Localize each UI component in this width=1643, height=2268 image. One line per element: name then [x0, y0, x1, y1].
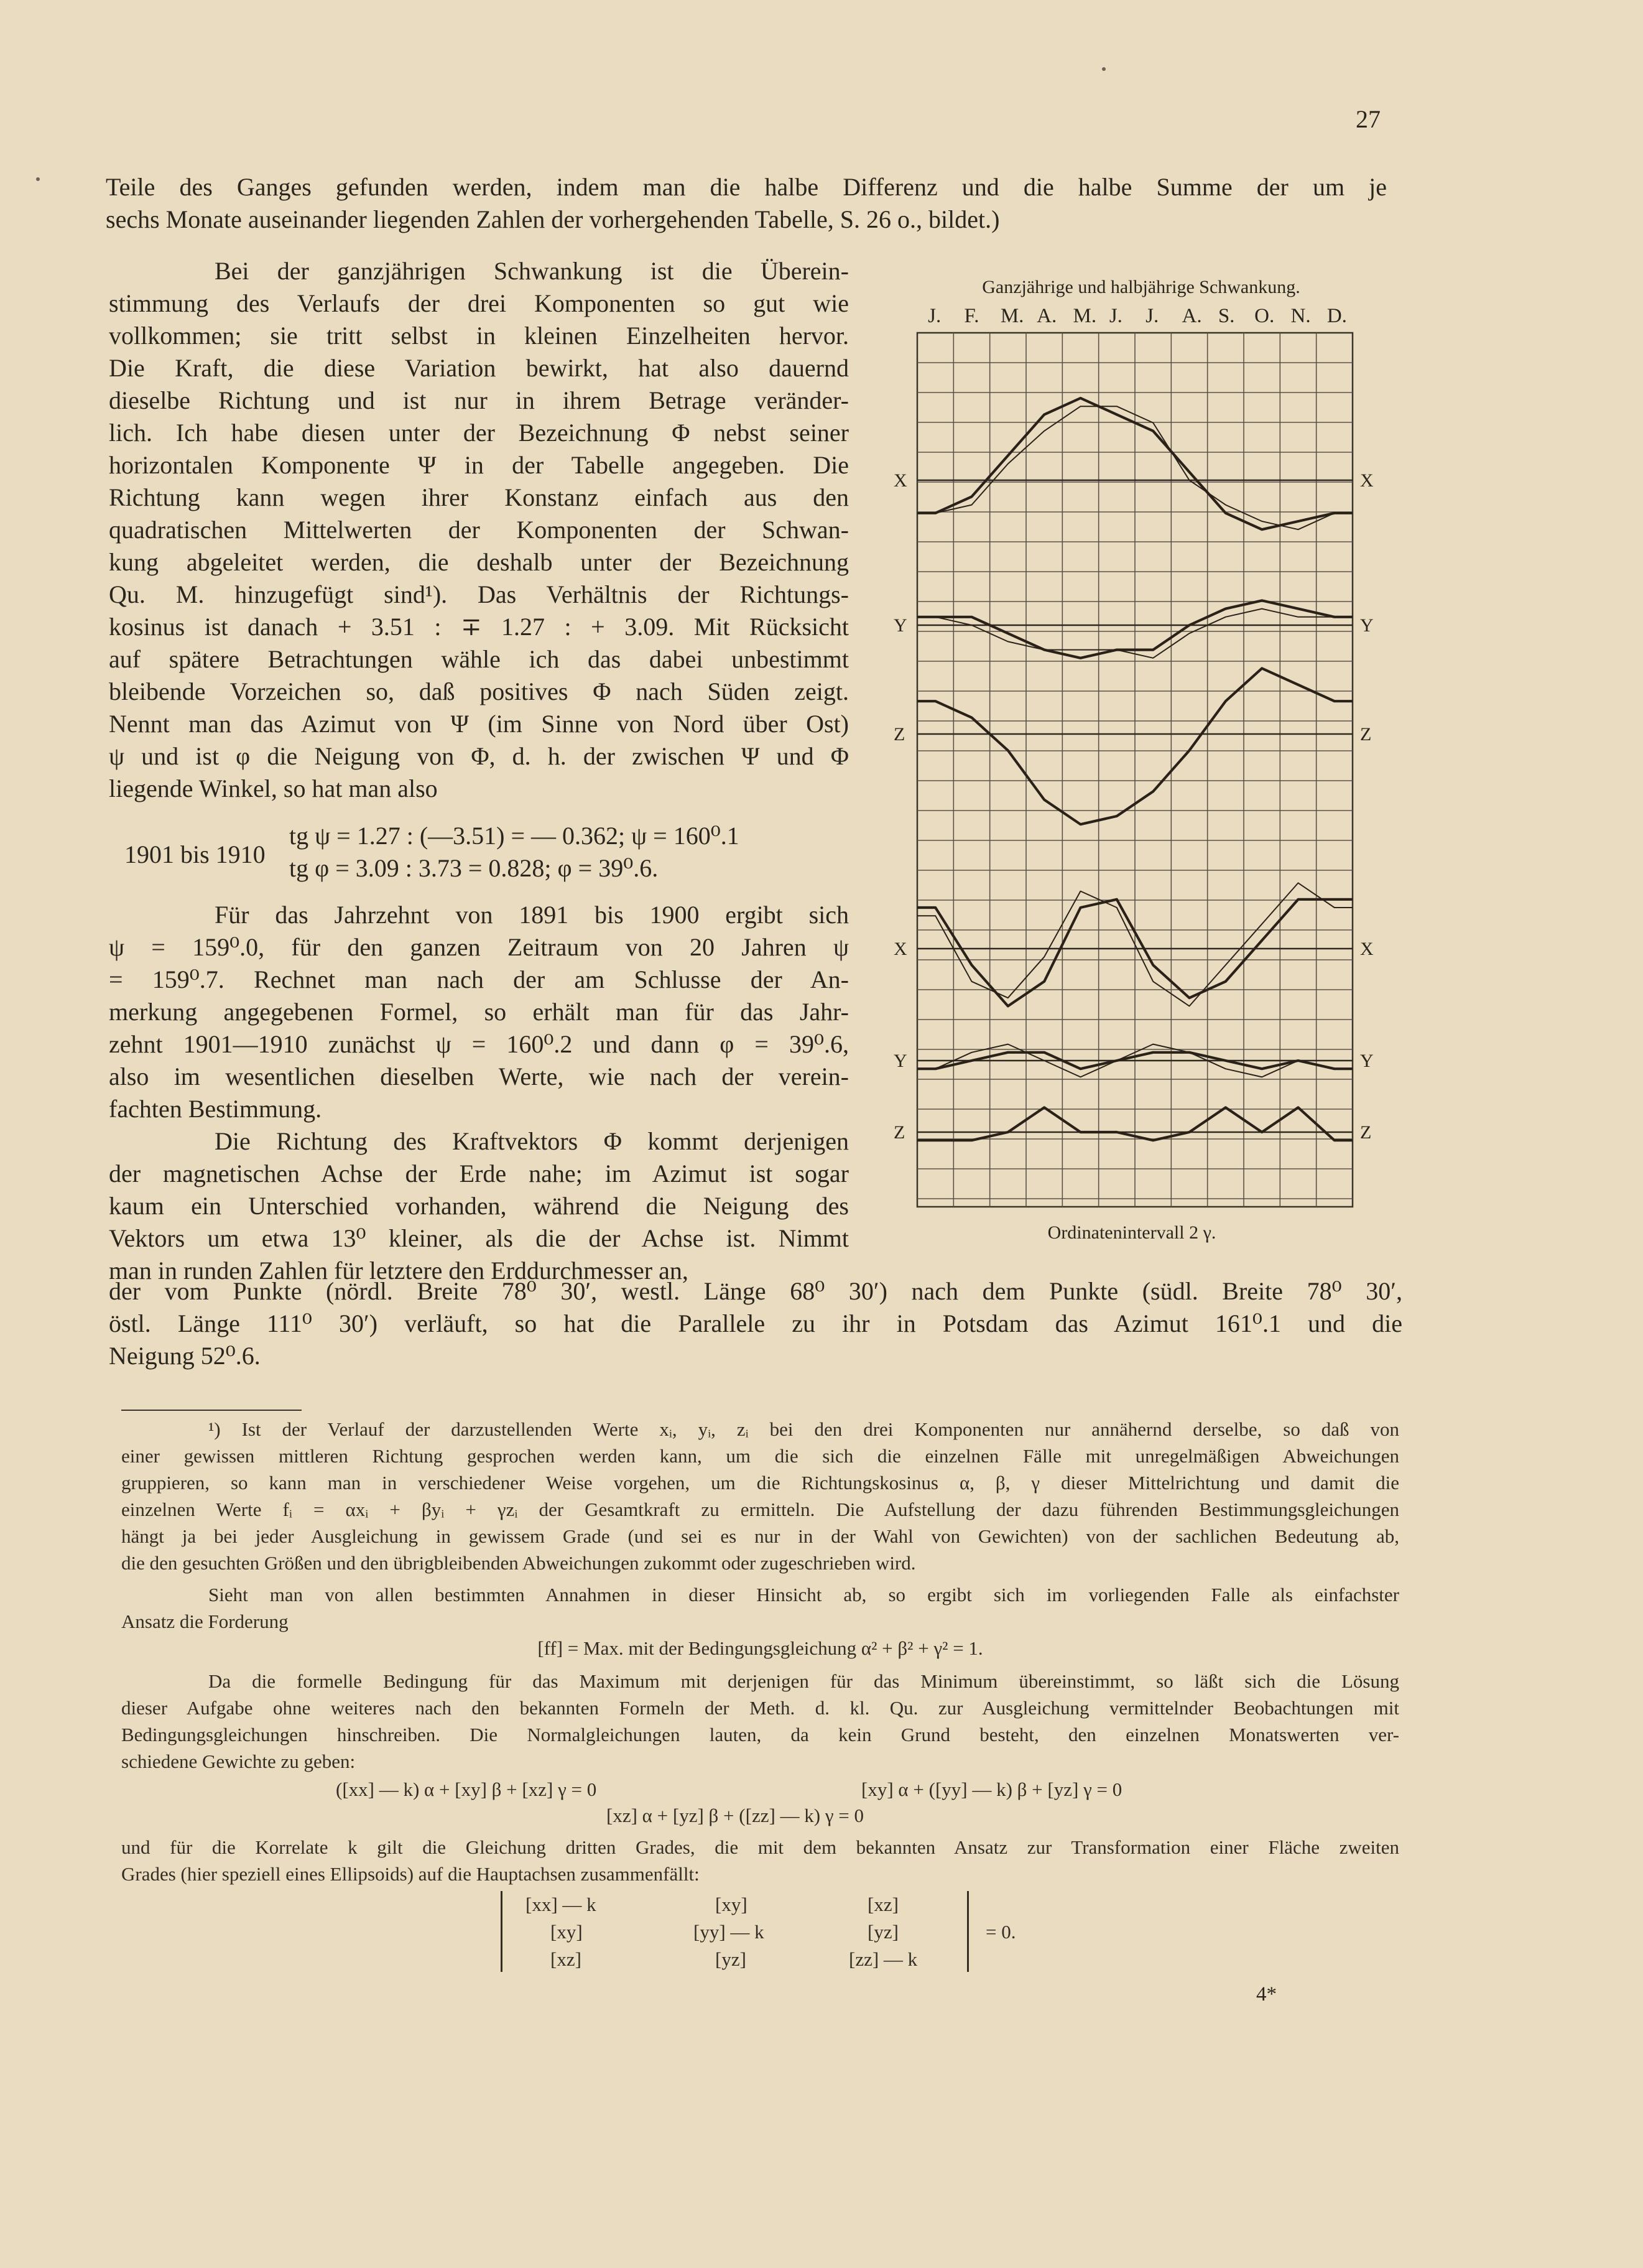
footnote-line: einzelnen Werte fᵢ = αxᵢ + βyᵢ + γzᵢ der Gesamtkraft zu ermitteln. Die Aufstellung der dazu führenden Bestimmungsgleichungen — [121, 1499, 1399, 1520]
footnote-line: gruppieren, so kann man in verschiedener Weise vorgehen, um die Richtungskosinus α, β, γ dieser Mittelrichtung und damit die — [121, 1472, 1399, 1494]
footnote-line: Bedingungsgleichungen hinschreiben. Die Normalgleichungen lauten, da kein Grund besteht, den einzelnen Monatswerten ver- — [121, 1724, 1399, 1745]
month-label: J. — [928, 305, 942, 327]
footnote-paragraph — [121, 1581, 1399, 1661]
row-label-left: Y — [894, 1051, 907, 1071]
text-line: vollkommen; sie tritt selbst in kleinen Einzelheiten hervor. — [109, 322, 849, 350]
footnotes — [121, 1416, 1399, 1984]
month-label: J. — [1145, 305, 1159, 327]
row-label-right: X — [1360, 939, 1374, 959]
row-label-right: X — [1360, 470, 1374, 491]
determinant-cell: [xz] — [550, 1948, 581, 1970]
text-line: Nennt man das Azimut von Ψ (im Sinne von Nord über Ost) — [109, 710, 849, 738]
row-label-right: Z — [1360, 724, 1372, 745]
text-line: östl. Länge 111⁰ 30′) verläuft, so hat die Parallele zu ihr in Potsdam das Azimut 161⁰.1 und die — [109, 1309, 1402, 1337]
text-line: Bei der ganzjährigen Schwankung ist die Überein- — [215, 257, 849, 285]
middle-column-paragraph — [109, 899, 849, 1287]
footnote-line: ¹) Ist der Verlauf der darzustellenden Werte xᵢ, yᵢ, zᵢ bei den drei Komponenten nur annähernd derselbe, so daß von — [208, 1418, 1399, 1440]
month-label: M. — [1000, 305, 1024, 327]
text-line: sechs Monate auseinander liegenden Zahlen der vorhergehenden Tabelle, S. 26 o., bildet.) — [106, 205, 1000, 233]
determinant-bar-right — [967, 1891, 969, 1972]
month-label: D. — [1326, 305, 1347, 327]
text-line: also im wesentlichen dieselben Werte, wie nach der verein- — [109, 1062, 849, 1090]
determinant-cell: [xz] — [868, 1894, 899, 1915]
determinant-cell: [zz] — k — [849, 1948, 918, 1970]
paper-speck — [1102, 67, 1106, 71]
text-line: dieselbe Richtung und ist nur in ihrem Betrage veränder- — [109, 386, 849, 414]
determinant-cell: [xy] — [550, 1921, 583, 1943]
text-line: liegende Winkel, so hat man also — [109, 774, 438, 802]
figure-title: Ganzjährige und halbjährige Schwankung. — [982, 277, 1300, 297]
footnote-line: hängt ja bei jeder Ausgleichung in gewissem Grade (und sei es nur in der Wahl von Gewichten) von der sachlichen Bedeutung ab, — [121, 1525, 1399, 1547]
determinant-cell: [yz] — [715, 1948, 746, 1970]
determinant-bar-left — [501, 1891, 502, 1972]
row-label-right: Z — [1360, 1122, 1372, 1143]
month-label: M. — [1073, 305, 1097, 327]
text-line: kaum ein Unterschied vorhanden, während die Neigung des — [109, 1192, 849, 1220]
footnote-line: die den gesuchten Größen und den übrigbleibenden Abweichungen zukommt oder zugeschrieben wird. — [121, 1552, 916, 1574]
variation-figure — [868, 261, 1396, 1257]
formula-line: tg φ = 3.09 : 3.73 = 0.828; φ = 39⁰.6. — [289, 854, 659, 882]
normal-equation: ([xx] — k) α + [xy] β + [xz] γ = 0 — [336, 1778, 597, 1800]
determinant — [501, 1891, 1060, 1984]
row-label-left: Z — [894, 724, 905, 745]
text-line: fachten Bestimmung. — [109, 1095, 322, 1123]
determinant-cell: [yz] — [868, 1921, 899, 1943]
month-label: O. — [1254, 305, 1275, 327]
text-line: Die Kraft, die diese Variation bewirkt, hat also dauernd — [109, 354, 849, 382]
determinant-cell: [yy] — k — [693, 1921, 764, 1943]
row-label-left: Y — [894, 615, 907, 636]
text-line: horizontalen Komponente Ψ in der Tabelle angegeben. Die — [109, 451, 849, 479]
text-line: der magnetischen Achse der Erde nahe; im Azimut ist sogar — [109, 1160, 849, 1187]
text-line: man in runden Zahlen für letztere den Erddurchmesser an, — [109, 1257, 688, 1285]
footnote-line: dieser Aufgabe ohne weiteres nach den bekannten Formeln der Meth. d. kl. Qu. zur Ausgleichung vermittelnder Beobachtungen mit — [121, 1697, 1399, 1719]
signature-mark: 4* — [1256, 1983, 1277, 2005]
month-label: S. — [1218, 305, 1235, 327]
text-line: lich. Ich habe diesen unter der Bezeichnung Φ nebst seiner — [109, 419, 849, 447]
text-line: der vom Punkte (nördl. Breite 78⁰ 30′, westl. Länge 68⁰ 30′) nach dem Punkte (südl. Breite 78⁰ 30′, — [109, 1277, 1402, 1305]
footnote-equation: [ff] = Max. mit der Bedingungsgleichung α² + β² + γ² = 1. — [537, 1637, 983, 1659]
footnote-paragraph — [121, 1668, 1399, 1775]
text-line: Die Richtung des Kraftvektors Φ kommt derjenigen — [215, 1127, 849, 1155]
text-line: ψ = 159⁰.0, für den ganzen Zeitraum von 20 Jahren ψ — [109, 933, 849, 961]
text-line: kung abgeleitet werden, die deshalb unter der Bezeichnung — [109, 548, 849, 576]
text-line: Neigung 52⁰.6. — [109, 1342, 261, 1370]
intro-paragraph — [106, 171, 1387, 236]
month-label: F. — [964, 305, 979, 327]
text-line: ψ und ist φ die Neigung von Φ, d. h. der zwischen Ψ und Φ — [109, 742, 849, 770]
text-line: merkung angegebenen Formel, so erhält man für das Jahr- — [109, 998, 849, 1026]
text-line: kosinus ist danach + 3.51 : ∓ 1.27 : + 3.09. Mit Rücksicht — [109, 613, 849, 641]
text-line: auf spätere Betrachtungen wähle ich das dabei unbestimmt — [109, 645, 849, 673]
footnote-rule — [121, 1410, 302, 1411]
variation-chart — [868, 261, 1396, 1257]
row-label-left: Z — [894, 1122, 905, 1143]
text-line: zehnt 1901—1910 zunächst ψ = 160⁰.2 und dann φ = 39⁰.6, — [109, 1030, 849, 1058]
text-line: bleibende Vorzeichen so, daß positives Φ nach Süden zeigt. — [109, 677, 849, 705]
text-line: Vektors um etwa 13⁰ kleiner, als die der Achse ist. Nimmt — [109, 1224, 849, 1252]
text-line: Qu. M. hinzugefügt sind¹). Das Verhältnis der Richtungs- — [109, 580, 849, 608]
determinant-rhs: = 0. — [986, 1921, 1016, 1943]
month-label: N. — [1290, 305, 1311, 327]
row-label-right: Y — [1360, 1051, 1374, 1071]
paper-speck — [36, 177, 40, 181]
figure-caption: Ordinatenintervall 2 γ. — [1047, 1222, 1216, 1243]
formula-azimuth-inclination — [124, 821, 852, 890]
footnote-paragraph — [121, 1416, 1399, 1576]
text-line: stimmung des Verlaufs der drei Komponenten so gut wie — [109, 289, 849, 317]
row-label-right: Y — [1360, 615, 1374, 636]
footnote-line: schiedene Gewichte zu geben: — [121, 1750, 356, 1772]
month-label: J. — [1109, 305, 1122, 327]
footnote-line: Da die formelle Bedingung für das Maximum mit derjenigen für das Minimum übereinstimmt, so läßt sich die Lösung — [208, 1670, 1399, 1692]
footnote-line: und für die Korrelate k gilt die Gleichung dritten Grades, die mit dem bekannten Ansatz zur Transformation einer Fläche zweiten — [121, 1836, 1399, 1858]
footnote-line: Sieht man von allen bestimmten Annahmen in dieser Hinsicht ab, so ergibt sich im vorliegenden Falle als einfachster — [208, 1584, 1399, 1606]
formula-label: 1901 bis 1910 — [124, 840, 266, 868]
row-label-left: X — [894, 470, 907, 491]
left-column-paragraph — [109, 255, 849, 805]
formula-line: tg ψ = 1.27 : (—3.51) = — 0.362; ψ = 160⁰.1 — [289, 822, 739, 850]
month-label: A. — [1037, 305, 1057, 327]
text-line: Teile des Ganges gefunden werden, indem man die halbe Differenz und die halbe Summe der um je — [106, 173, 1387, 201]
normal-equation: [xz] α + [yz] β + ([zz] — k) γ = 0 — [606, 1805, 864, 1826]
normal-equations — [121, 1775, 1399, 1834]
text-line: Richtung kann wegen ihrer Konstanz einfach aus den — [109, 483, 849, 511]
text-line: Für das Jahrzehnt von 1891 bis 1900 ergibt sich — [215, 901, 849, 929]
text-line: quadratischen Mittelwerten der Komponenten der Schwan- — [109, 516, 849, 544]
page-number: 27 — [1356, 105, 1381, 133]
normal-equation: [xy] α + ([yy] — k) β + [yz] γ = 0 — [861, 1778, 1122, 1800]
text-line: = 159⁰.7. Rechnet man nach der am Schlusse der An- — [109, 965, 849, 993]
full-width-paragraph — [109, 1275, 1402, 1372]
determinant-cell: [xy] — [715, 1894, 747, 1915]
footnote-line: Grades (hier speziell eines Ellipsoids) auf die Hauptachsen zusammenfällt: — [121, 1863, 700, 1885]
footnote-line: Ansatz die Forderung — [121, 1610, 289, 1632]
month-label: A. — [1182, 305, 1202, 327]
determinant-cell: [xx] — k — [525, 1894, 596, 1915]
row-label-left: X — [894, 939, 907, 959]
footnote-paragraph — [121, 1834, 1399, 1887]
footnote-line: einer gewissen mittleren Richtung gesprochen werden kann, um die sich die einzelnen Fälle mit unregelmäßigen Abweichungen — [121, 1445, 1399, 1467]
